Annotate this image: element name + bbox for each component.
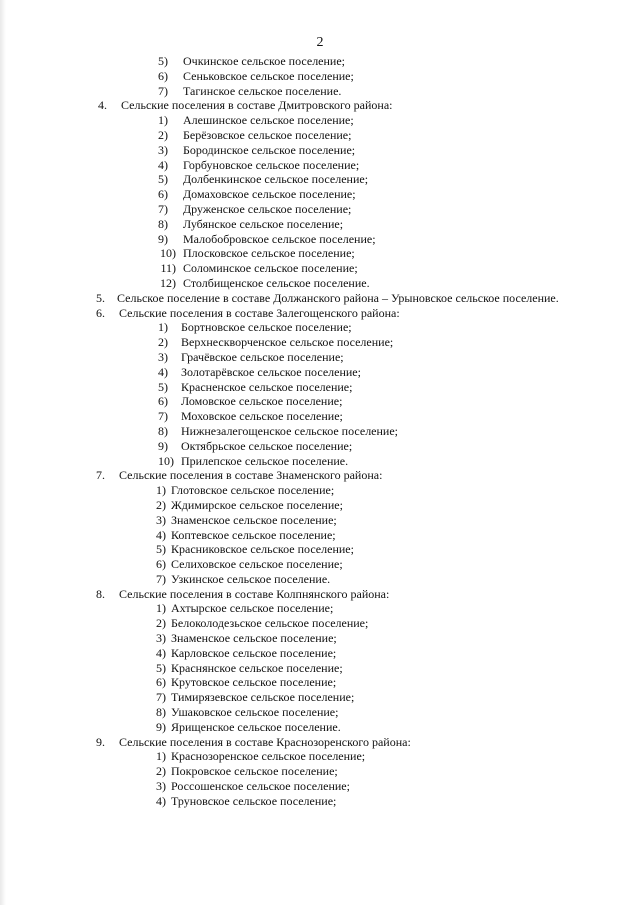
list-item: 4) Труновское сельское поселение; xyxy=(156,793,337,808)
list-item: 9) Ярищенское сельское поселение. xyxy=(156,719,341,734)
list-item: 2) Верхнескворченское сельское поселение; xyxy=(158,335,394,350)
list-item: 6) Селиховское сельское поселение; xyxy=(156,557,343,572)
list-item: 6) Крутовское сельское поселение; xyxy=(156,675,337,690)
list-item: 4) Золотарёвское сельское поселение; xyxy=(158,364,361,379)
list-item: 7) Друженское сельское поселение; xyxy=(158,201,352,216)
list-item: 1) Глотовское сельское поселение; xyxy=(156,483,335,498)
list-item: 1) Ахтырское сельское поселение; xyxy=(156,601,334,616)
list-item: 5) Красниковское сельское поселение; xyxy=(156,542,354,557)
list-item: 7) Моховское сельское поселение; xyxy=(158,409,343,424)
list-item: 9) Октябрьское сельское поселение; xyxy=(158,438,353,453)
section-5-paragraph: 5. Сельское поселение в составе Должанского района – Урыновское сельское поселение. xyxy=(96,290,559,305)
section-4-list xyxy=(0,113,640,291)
list-item: 2) Ждимирское сельское поселение; xyxy=(156,497,343,512)
list-item: 5) Красненское сельское поселение; xyxy=(158,379,353,394)
list-item: 8) Лубянское сельское поселение; xyxy=(158,216,344,231)
list-item: 3) Россошенское сельское поселение; xyxy=(156,779,350,794)
list-item: 6) Домаховское сельское поселение; xyxy=(158,187,356,202)
list-item: 12) Столбищенское сельское поселение. xyxy=(160,275,370,290)
list-item: 2) Белоколодезьское сельское поселение; xyxy=(156,616,369,631)
tail-list xyxy=(0,54,640,98)
list-item: 5) Долбенкинское сельское поселение; xyxy=(158,172,369,187)
list-item: 10) Прилепское сельское поселение. xyxy=(158,453,349,468)
section-heading: 4. Сельские поселения в составе Дмитровского района: xyxy=(98,98,393,113)
list-item: 2) Берёзовское сельское поселение; xyxy=(158,127,352,142)
list-item: 3) Знаменское сельское поселение; xyxy=(156,512,337,527)
list-item: 6) Ломовское сельское поселение; xyxy=(158,394,343,409)
list-item: 1) Алешинское сельское поселение; xyxy=(158,113,354,128)
list-item: 8) Ушаковское сельское поселение; xyxy=(156,705,339,720)
list-item: 3) Знаменское сельское поселение; xyxy=(156,631,337,646)
list-item: 7) Тимирязевское сельское поселение; xyxy=(156,690,355,705)
list-item: 4) Коптевское сельское поселение; xyxy=(156,527,336,542)
list-item: 5) Краснянское сельское поселение; xyxy=(156,660,343,675)
section-heading: 8. Сельские поселения в составе Колпнянского района: xyxy=(96,586,390,601)
section-heading: 7. Сельские поселения в составе Знаменского района: xyxy=(96,468,383,483)
list-item: 6) Сеньковское сельское поселение; xyxy=(158,68,354,83)
section-heading: 9. Сельские поселения в составе Краснозоренского района: xyxy=(96,734,411,749)
list-item: 4) Карловское сельское поселение; xyxy=(156,645,337,660)
list-item: 11) Соломинское сельское поселение; xyxy=(160,261,358,276)
list-item: 1) Бортновское сельское поселение; xyxy=(158,320,352,335)
page-number: 2 xyxy=(316,35,324,50)
list-item: 8) Нижнезалегощенское сельское поселение; xyxy=(158,423,399,438)
section-7-list xyxy=(0,483,640,587)
list-item: 10) Плосковское сельское поселение; xyxy=(160,246,355,261)
list-item: 4) Горбуновское сельское поселение; xyxy=(158,157,360,172)
section-heading: 6. Сельские поселения в составе Залегощенского района: xyxy=(96,305,400,320)
list-item: 7) Тагинское сельское поселение. xyxy=(158,83,342,98)
section-8-list xyxy=(0,601,640,734)
list-item: 3) Грачёвское сельское поселение; xyxy=(158,349,344,364)
list-item: 3) Бородинское сельское поселение; xyxy=(158,142,356,157)
list-item: 2) Покровское сельское поселение; xyxy=(156,764,338,779)
section-6-list xyxy=(0,320,640,468)
list-item: 5) Очкинское сельское поселение; xyxy=(158,54,346,68)
list-item: 7) Узкинское сельское поселение. xyxy=(156,571,331,586)
document-body xyxy=(0,54,640,809)
list-item: 1) Краснозоренское сельское поселение; xyxy=(156,749,366,764)
section-9-list xyxy=(0,749,640,808)
list-item: 9) Малобобровское сельское поселение; xyxy=(158,231,376,246)
